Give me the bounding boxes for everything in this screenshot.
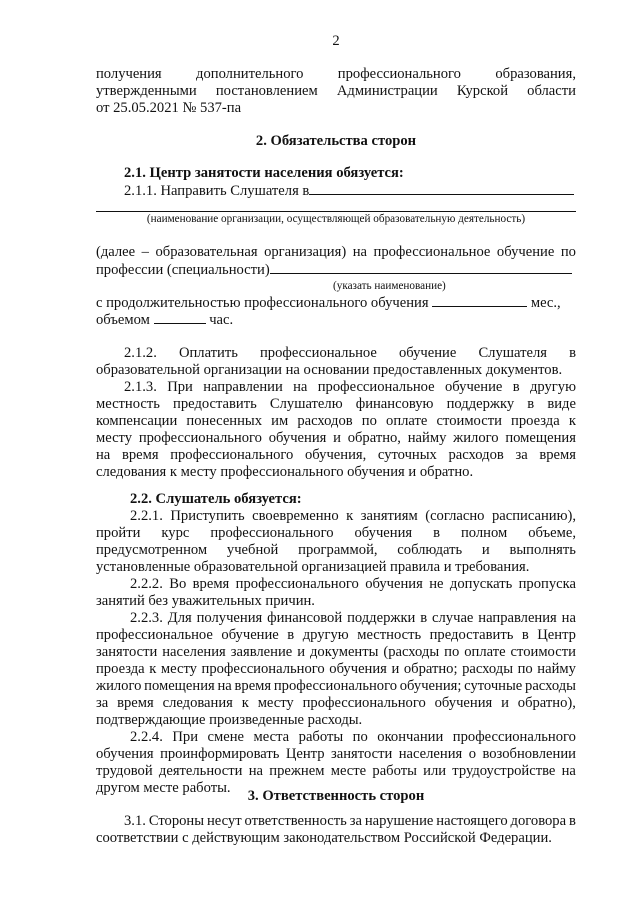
word: настоящего: [436, 813, 508, 829]
word: прежнем: [269, 763, 325, 779]
paragraph-2-2-3-line-3: [96, 644, 576, 661]
word: работы: [298, 729, 344, 745]
paragraph-2-1-3-line-6: следования к месту профессионального обучения и обратно.: [96, 464, 474, 480]
word: и: [501, 695, 509, 711]
duration-months-blank[interactable]: [432, 294, 527, 307]
word: проинформировать: [160, 746, 280, 762]
word: программой,: [298, 542, 378, 558]
word: профессиональное: [259, 345, 377, 361]
word: договора: [510, 813, 567, 829]
intro-line-3: от 25.05.2021 № 537-па: [96, 100, 242, 116]
word: обучения;: [399, 678, 462, 694]
word: случае: [432, 610, 474, 626]
word: обучение: [398, 345, 457, 361]
word: суточных: [377, 447, 437, 463]
word: 2.1.2.: [124, 345, 157, 361]
word: профессионального: [170, 447, 294, 463]
word: по: [560, 244, 576, 260]
word: время: [121, 447, 159, 463]
word: обратно),: [517, 695, 576, 711]
paragraph-2-1-1-line-d: [96, 311, 576, 328]
paragraph-2-2-2-line-1: [96, 576, 576, 593]
word: расходы: [462, 661, 514, 677]
word: несут: [206, 813, 242, 829]
word: Администрации: [336, 83, 438, 99]
word: профессионального: [138, 430, 262, 446]
word: организация): [264, 244, 347, 260]
word: обучение: [444, 379, 503, 395]
word: на: [352, 244, 367, 260]
word: местность: [357, 627, 422, 643]
word: населения: [398, 746, 463, 762]
paragraph-2-1-3-line-2: [96, 396, 576, 413]
word: дополнительного: [196, 66, 304, 82]
word: профессионального: [452, 729, 576, 745]
word: виде: [547, 396, 576, 412]
word: образования,: [495, 66, 576, 82]
word: Слушателю: [269, 396, 343, 412]
word: места: [253, 729, 290, 745]
paragraph-2-1-2-line-2: образовательной организации на основании предоставленных документов.: [96, 362, 563, 378]
word: утвержденными: [96, 83, 197, 99]
word: за: [515, 447, 528, 463]
paragraph-2-2-3-line-2: [96, 627, 576, 644]
word: Центр: [285, 746, 325, 762]
word: направления: [478, 610, 557, 626]
word: жилого: [96, 678, 142, 694]
word: к: [241, 695, 249, 711]
word: заявление: [230, 644, 293, 660]
word: финансовой: [267, 610, 343, 626]
word: и: [297, 644, 306, 660]
word: обучения: [365, 576, 423, 592]
word: профессионального: [337, 66, 461, 82]
word: ответственность: [244, 813, 347, 829]
subsection-2-2-heading: 2.2. Слушатель обязуется:: [130, 491, 302, 507]
word: следования: [162, 695, 233, 711]
paragraph-2-1-1-text: 2.1.1. Направить Слушателя в: [124, 183, 310, 199]
word: получения: [196, 610, 263, 626]
word: трудоустройстве: [452, 763, 556, 779]
word: профессиональное: [373, 244, 491, 260]
word: оплате: [464, 644, 506, 660]
word: компенсации: [96, 413, 178, 429]
word: постановлением: [215, 83, 318, 99]
word: Во: [169, 576, 187, 592]
word: обучения: [96, 746, 154, 762]
paragraph-2-2-1-line-2: [96, 525, 576, 542]
word: найму: [407, 430, 447, 446]
profession-blank[interactable]: [270, 261, 572, 274]
word: занятости: [96, 644, 158, 660]
word: (расходы: [383, 644, 440, 660]
word: учебной: [226, 542, 279, 558]
word: обучения: [434, 695, 493, 711]
word: им: [271, 413, 289, 429]
word: Слушателя: [478, 345, 547, 361]
paragraph-2-1-1-line: [96, 182, 576, 199]
word: на: [561, 610, 576, 626]
word: на: [293, 379, 308, 395]
word: другую: [302, 627, 349, 643]
word: занятости: [331, 746, 393, 762]
word: области: [527, 83, 576, 99]
hours-unit: час.: [209, 312, 234, 328]
word: профессионального: [273, 678, 398, 694]
word: местность: [96, 396, 160, 412]
word: профессионального: [302, 695, 426, 711]
word: стоимости: [510, 644, 576, 660]
word: финансовую: [355, 396, 434, 412]
word: курс: [161, 525, 190, 541]
word: на: [248, 763, 264, 779]
organization-caption: (наименование организации, осуществляющей образовательную деятельность): [146, 213, 526, 225]
paragraph-2-1-2-line-1: [96, 345, 576, 362]
word: полном: [460, 525, 508, 541]
word: Приступить: [170, 508, 245, 524]
word: допускать: [449, 576, 513, 592]
word: –: [141, 244, 149, 260]
word: направлении: [203, 379, 283, 395]
word: обучения,: [305, 447, 367, 463]
paragraph-2-2-4-line-3: [96, 763, 576, 780]
word: получения: [96, 66, 162, 82]
word: профессиональное: [96, 627, 213, 643]
word: на: [96, 447, 111, 463]
paragraph-2-2-4-line-4: другом месте работы.: [96, 780, 231, 796]
volume-label: объемом: [96, 312, 150, 328]
word: помещения: [505, 430, 576, 446]
word: профессионального: [235, 576, 359, 592]
word: суточные: [464, 678, 523, 694]
word: расходы: [525, 678, 576, 694]
word: предусмотренном: [96, 542, 208, 558]
word: поддержку: [446, 396, 515, 412]
word: возобновлении: [482, 746, 576, 762]
word: в: [521, 627, 529, 643]
word: оплате: [386, 413, 428, 429]
word: профессионального: [201, 661, 325, 677]
intro-line-2: [96, 83, 576, 100]
word: обучения: [354, 525, 413, 541]
word: по: [444, 644, 460, 660]
word: по: [361, 413, 377, 429]
organization-blank[interactable]: [309, 182, 574, 195]
paragraph-2-1-1-line-a: [96, 244, 576, 261]
word: в: [420, 610, 428, 626]
paragraph-2-2-3-line-5: [96, 678, 576, 695]
paragraph-2-1-3-line-1: [96, 379, 576, 396]
word: месте: [330, 763, 367, 779]
word: Оплатить: [178, 345, 238, 361]
word: пройти: [96, 525, 141, 541]
word: 2.2.3.: [130, 610, 163, 626]
word: пропуска: [518, 576, 576, 592]
word: на: [561, 763, 576, 779]
word: в: [568, 813, 576, 829]
word: профессиональное: [317, 379, 435, 395]
paragraph-3-1-line-1: [96, 813, 576, 830]
word: профессионального: [210, 525, 334, 541]
word: окончании: [377, 729, 444, 745]
duration-label: с продолжительностью профессионального обучения: [96, 295, 429, 311]
word: обучения: [268, 430, 327, 446]
word: в: [569, 345, 576, 361]
word: проезда: [511, 413, 560, 429]
page-number: 2: [332, 33, 340, 49]
intro-line-1: [96, 66, 576, 83]
word: предоставить: [173, 396, 257, 412]
paragraph-2-1-1-line-b: [96, 261, 576, 278]
word: месту: [257, 695, 294, 711]
word: или: [423, 763, 447, 779]
word: и: [481, 542, 490, 558]
word: время: [234, 678, 272, 694]
paragraph-2-2-4-line-2: [96, 746, 576, 763]
word: соблюдать: [397, 542, 463, 558]
word: предоставить: [429, 627, 514, 643]
word: деятельности: [158, 763, 243, 779]
paragraph-2-1-3-line-4: [96, 430, 576, 447]
word: образовательная: [155, 244, 258, 260]
word: При: [172, 729, 199, 745]
paragraph-2-2-1-line-1: [96, 508, 576, 525]
word: обучение: [221, 627, 279, 643]
paragraph-2-1-3-line-3: [96, 413, 576, 430]
word: документы: [310, 644, 379, 660]
word: обратно;: [403, 661, 458, 677]
word: на: [217, 678, 232, 694]
word: за: [349, 813, 362, 829]
word: Центр: [537, 627, 576, 643]
word: занятиям: [360, 508, 418, 524]
section-3-heading: 3. Ответственность сторон: [247, 788, 425, 804]
word: работы: [372, 763, 417, 779]
word: (согласно: [425, 508, 485, 524]
word: При: [167, 379, 193, 395]
paragraph-2-1-3-line-5: [96, 447, 576, 464]
word: Курской: [456, 83, 509, 99]
word: своевременно: [252, 508, 339, 524]
word: (далее: [96, 244, 136, 260]
word: к: [346, 508, 354, 524]
paragraph-2-2-3-line-4: [96, 661, 576, 678]
word: время: [117, 695, 154, 711]
profession-caption: (указать наименование): [333, 280, 446, 292]
word: обратно,: [347, 430, 401, 446]
word: поддержки: [347, 610, 416, 626]
word: месту: [96, 430, 133, 446]
word: найму: [537, 661, 576, 677]
word: не: [429, 576, 444, 592]
word: 2.1.3.: [124, 379, 157, 395]
word: о: [468, 746, 476, 762]
word: в: [433, 525, 440, 541]
word: и: [391, 661, 400, 677]
word: 2.2.1.: [130, 508, 163, 524]
months-unit: мес.,: [530, 295, 561, 311]
paragraph-2-2-3-line-1: [96, 610, 576, 627]
word: по: [352, 729, 368, 745]
word: расписанию),: [491, 508, 576, 524]
word: к: [149, 661, 157, 677]
word: по: [517, 661, 533, 677]
word: нарушение: [364, 813, 434, 829]
word: и: [333, 430, 341, 446]
word: 2.2.4.: [130, 729, 163, 745]
word: стоимости: [436, 413, 502, 429]
word: трудовой: [96, 763, 153, 779]
word: в: [287, 627, 295, 643]
word: смене: [207, 729, 245, 745]
word: в: [512, 379, 520, 395]
word: время: [539, 447, 576, 463]
paragraph-2-2-4-line-1: [96, 729, 576, 746]
subsection-2-1-heading: 2.1. Центр занятости населения обязуется:: [124, 165, 404, 181]
word: 2.2.2.: [130, 576, 163, 592]
word: за: [96, 695, 109, 711]
word: обучение: [496, 244, 555, 260]
word: в: [527, 396, 535, 412]
word: обучения: [329, 661, 387, 677]
word: помещения: [144, 678, 215, 694]
profession-label: профессии (специальности): [96, 262, 270, 278]
word: проезда: [96, 661, 145, 677]
paragraph-2-2-3-line-7: подтверждающие произведенные расходы.: [96, 712, 363, 728]
word: объеме,: [528, 525, 576, 541]
volume-hours-blank[interactable]: [154, 311, 206, 324]
paragraph-2-1-1-line-c: [96, 294, 576, 311]
word: Стороны: [148, 813, 205, 829]
word: расходов: [448, 447, 504, 463]
word: к: [568, 413, 576, 429]
word: 3.1.: [124, 813, 146, 829]
paragraph-2-2-1-line-3: [96, 542, 576, 559]
word: жилого: [453, 430, 499, 446]
word: понесенных: [186, 413, 263, 429]
section-2-heading: 2. Обязательства сторон: [255, 133, 417, 149]
paragraph-2-2-3-line-6: [96, 695, 576, 712]
paragraph-3-1-line-2: соответствии с действующим законодательством Российской Федерации.: [96, 830, 552, 846]
word: месту: [160, 661, 197, 677]
word: время: [192, 576, 230, 592]
word: другую: [529, 379, 576, 395]
paragraph-2-2-2-line-2: занятий без уважительных причин.: [96, 593, 315, 609]
word: населения: [162, 644, 226, 660]
word: выполнять: [509, 542, 576, 558]
word: расходов: [297, 413, 353, 429]
word: Для: [167, 610, 192, 626]
paragraph-2-2-1-line-4: установленные образовательной организацией правила и требования.: [96, 559, 530, 575]
